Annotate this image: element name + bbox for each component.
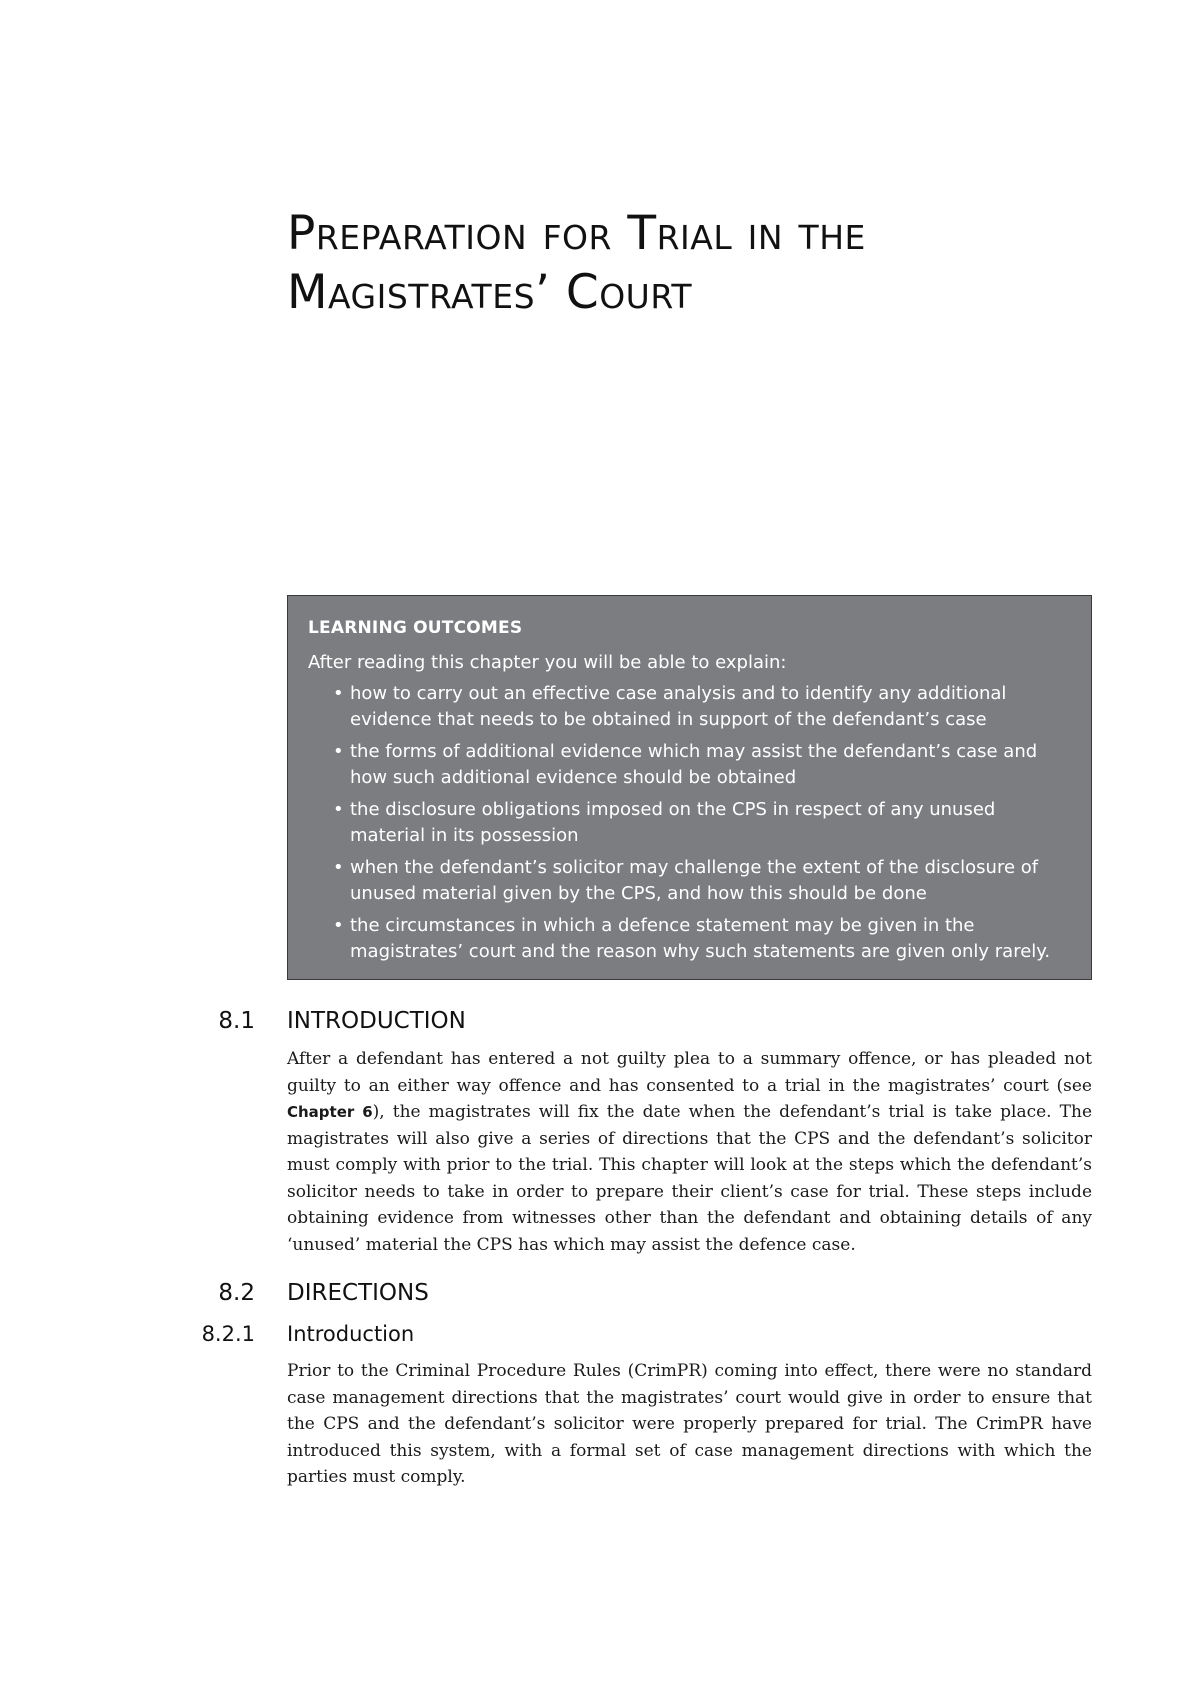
section-number: 8.2 xyxy=(218,1280,255,1306)
chapter-title xyxy=(287,205,1087,323)
section-heading-8-1 xyxy=(218,1008,466,1034)
paragraph-text-part-2: ), the magistrates will fix the date when the defendant’s trial is take place. The magistrates will also give a series of directions that the CPS and the defendant’s solicitor must comply with prior to the trial. This chapter will look at the steps which the defendant’s solicitor needs to take in order to prepare their client’s case for trial. These steps include obtaining evidence from witnesses other than the defendant and obtaining details of any ‘unused’ material the CPS has which may assist the defence case. xyxy=(287,1102,1093,1255)
section-title: INTRODUCTION xyxy=(287,1008,466,1034)
list-item-text: when the defendant’s solicitor may challenge the extent of the disclosure of unused material given by the CPS, and how this should be done xyxy=(350,857,1039,904)
chapter-cross-reference: Chapter 6 xyxy=(287,1103,373,1121)
bullet-icon: • xyxy=(333,915,344,936)
paragraph-text-part-1: After a defendant has entered a not guilty plea to a summary offence, or has pleaded not guilty to an either way offence and has consented to a trial in the magistrates’ court (see xyxy=(287,1049,1092,1096)
introduction-paragraph xyxy=(287,1046,1092,1258)
list-item xyxy=(308,855,1069,907)
section-title: DIRECTIONS xyxy=(287,1280,429,1306)
subsection-title: Introduction xyxy=(287,1322,415,1346)
learning-outcomes-list xyxy=(308,681,1069,965)
learning-outcomes-heading: LEARNING OUTCOMES xyxy=(308,618,523,638)
learning-outcomes-box xyxy=(287,595,1092,980)
list-item-text: how to carry out an effective case analysis and to identify any additional evidence that needs to be obtained in support of the defendant’s case xyxy=(350,683,1007,730)
bullet-icon: • xyxy=(333,741,344,762)
subsection-heading-8-2-1 xyxy=(201,1322,415,1346)
chapter-title-line-1: Preparation for Trial in the xyxy=(287,206,866,261)
directions-introduction-paragraph: Prior to the Criminal Procedure Rules (CrimPR) coming into effect, there were no standard case management directions that the magistrates’ court would give in order to ensure that the CPS and the defendant’s solicitor were properly prepared for trial. The CrimPR have introduced this system, with a formal set of case management directions with which the parties must comply. xyxy=(287,1361,1092,1487)
list-item-text: the circumstances in which a defence statement may be given in the magistrates’ court and the reason why such statements are given only rarely. xyxy=(350,915,1051,962)
list-item xyxy=(308,739,1069,791)
section-heading-8-2 xyxy=(218,1280,429,1306)
list-item xyxy=(308,681,1069,733)
learning-outcomes-intro: After reading this chapter you will be able to explain: xyxy=(308,652,787,673)
list-item-text: the disclosure obligations imposed on the CPS in respect of any unused material in its possession xyxy=(350,799,996,846)
bullet-icon: • xyxy=(333,857,344,878)
section-number: 8.1 xyxy=(218,1008,255,1034)
list-item-text: the forms of additional evidence which may assist the defendant’s case and how such additional evidence should be obtained xyxy=(350,741,1038,788)
list-item xyxy=(308,913,1069,965)
list-item xyxy=(308,797,1069,849)
bullet-icon: • xyxy=(333,799,344,820)
subsection-number: 8.2.1 xyxy=(201,1322,255,1346)
bullet-icon: • xyxy=(333,683,344,704)
chapter-title-line-2: Magistrates’ Court xyxy=(287,264,693,320)
